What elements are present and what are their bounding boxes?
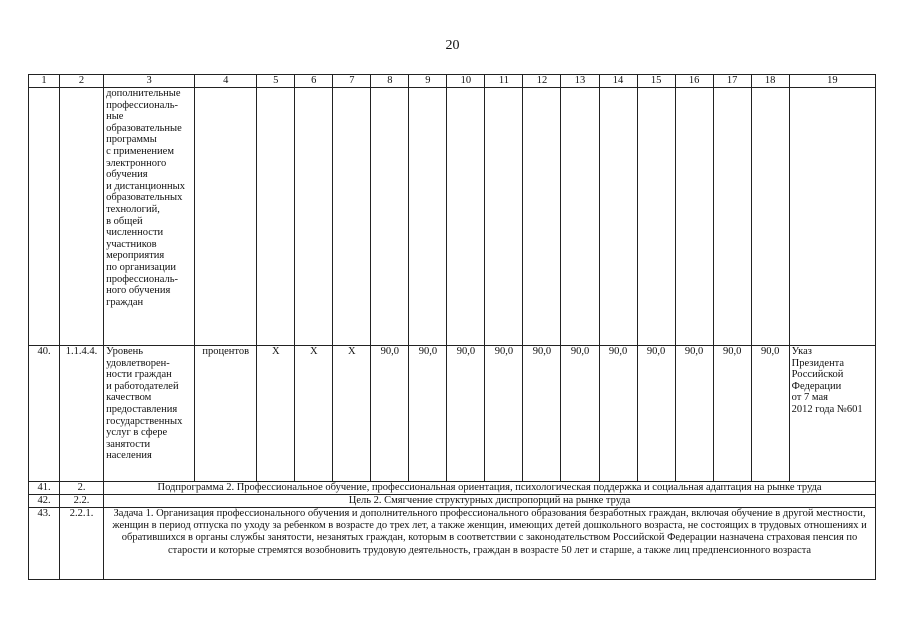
row-number: 40. xyxy=(29,346,60,482)
cell xyxy=(257,88,295,346)
cell xyxy=(29,88,60,346)
row-code: 1.1.4.4. xyxy=(60,346,104,482)
cell xyxy=(333,88,371,346)
value-col-11: 90,0 xyxy=(485,346,523,482)
cell-col-6: X xyxy=(295,346,333,482)
cell xyxy=(675,88,713,346)
value-col-12: 90,0 xyxy=(523,346,561,482)
indicator-table xyxy=(28,74,876,580)
header-row xyxy=(29,75,876,88)
row-number: 41. xyxy=(29,482,60,495)
header-col-6: 6 xyxy=(295,75,333,88)
table-row-42 xyxy=(29,495,876,508)
value-col-17: 90,0 xyxy=(713,346,751,482)
row-code: 2.2. xyxy=(60,495,104,508)
table-row-41 xyxy=(29,482,876,495)
header-col-15: 15 xyxy=(637,75,675,88)
header-col-12: 12 xyxy=(523,75,561,88)
header-col-7: 7 xyxy=(333,75,371,88)
cell-col-5: X xyxy=(257,346,295,482)
header-col-19: 19 xyxy=(789,75,875,88)
table-row-continued xyxy=(29,88,876,346)
header-col-11: 11 xyxy=(485,75,523,88)
value-col-18: 90,0 xyxy=(751,346,789,482)
table-row-40 xyxy=(29,346,876,482)
header-col-2: 2 xyxy=(60,75,104,88)
cell xyxy=(447,88,485,346)
cell xyxy=(295,88,333,346)
header-col-8: 8 xyxy=(371,75,409,88)
header-col-16: 16 xyxy=(675,75,713,88)
cell xyxy=(485,88,523,346)
header-col-4: 4 xyxy=(195,75,257,88)
unit: процентов xyxy=(195,346,257,482)
cell xyxy=(523,88,561,346)
row-code: 2.2.1. xyxy=(60,508,104,580)
page-number: 20 xyxy=(445,38,460,53)
cell xyxy=(561,88,599,346)
header-col-17: 17 xyxy=(713,75,751,88)
header-col-1: 1 xyxy=(29,75,60,88)
cell-col-7: X xyxy=(333,346,371,482)
cell xyxy=(60,88,104,346)
cell xyxy=(409,88,447,346)
cell xyxy=(751,88,789,346)
cell xyxy=(713,88,751,346)
value-col-14: 90,0 xyxy=(599,346,637,482)
cell xyxy=(599,88,637,346)
cell xyxy=(195,88,257,346)
indicator-name-continued: дополнительные профессиональ- ные образовательные программы с применением электронного обучения и дистанционных образовательных технологий, в общей численности участников мероприятия по организации профессиональ- ного обучения граждан xyxy=(104,88,195,346)
header-col-13: 13 xyxy=(561,75,599,88)
header-col-14: 14 xyxy=(599,75,637,88)
value-col-8: 90,0 xyxy=(371,346,409,482)
value-col-16: 90,0 xyxy=(675,346,713,482)
source-document: Указ Президента Российской Федерации от 7 мая 2012 года №601 xyxy=(789,346,875,482)
cell xyxy=(789,88,875,346)
indicator-name: Уровень удовлетворен- ности граждан и работодателей качеством предоставления государственных услуг в сфере занятости населения xyxy=(104,346,195,482)
value-col-13: 90,0 xyxy=(561,346,599,482)
value-col-9: 90,0 xyxy=(409,346,447,482)
header-col-3: 3 xyxy=(104,75,195,88)
cell xyxy=(371,88,409,346)
subprogram-title: Подпрограмма 2. Профессиональное обучение, профессиональная ориентация, психологическая поддержка и социальная адаптация на рынке труда xyxy=(104,482,876,495)
value-col-15: 90,0 xyxy=(637,346,675,482)
goal-title: Цель 2. Смягчение структурных диспропорций на рынке труда xyxy=(104,495,876,508)
cell xyxy=(637,88,675,346)
row-code: 2. xyxy=(60,482,104,495)
header-col-5: 5 xyxy=(257,75,295,88)
row-number: 43. xyxy=(29,508,60,580)
header-col-9: 9 xyxy=(409,75,447,88)
value-col-10: 90,0 xyxy=(447,346,485,482)
row-number: 42. xyxy=(29,495,60,508)
task-description: Задача 1. Организация профессионального обучения и дополнительного профессионального образования безработных граждан, включая обучение в другой местности, женщин в период отпуска по уходу за ребенком в возрасте до трех лет, а также женщин, имеющих детей дошкольного возраста, не состоящих в трудовых отношениях и обратившихся в органы службы занятости, незанятых граждан, которым в соответствии с законодательством Российской Федерации назначена страховая пенсия по старости и которые стремятся возобновить трудовую деятельность, граждан в возрасте 50 лет и старше, а также лиц предпенсионного возраста xyxy=(104,508,876,580)
header-col-18: 18 xyxy=(751,75,789,88)
table-row-43 xyxy=(29,508,876,580)
header-col-10: 10 xyxy=(447,75,485,88)
